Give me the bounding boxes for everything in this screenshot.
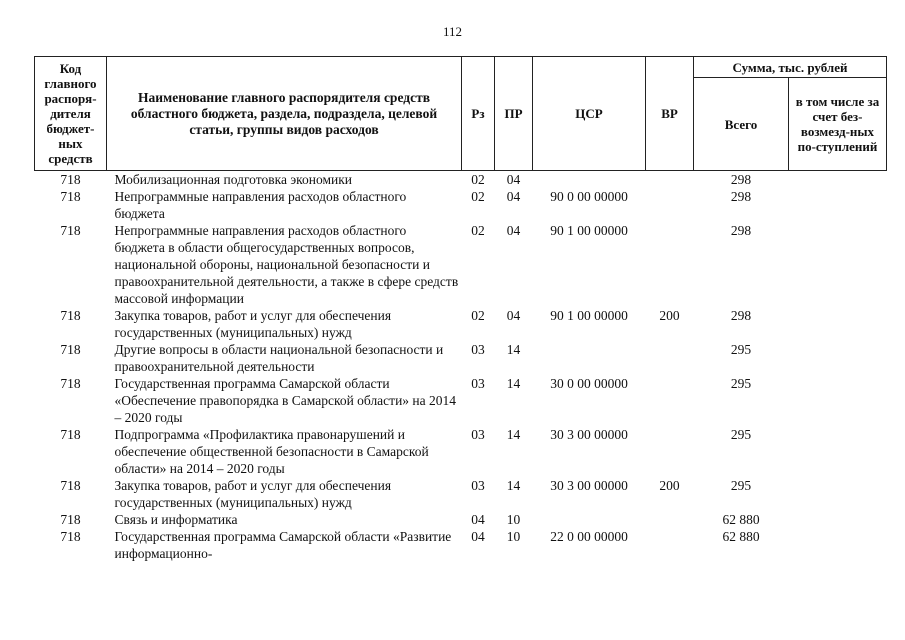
cell-name: Государственная программа Самарской области «Развитие информационно- (114, 529, 452, 561)
cell-code: 718 (60, 427, 81, 442)
cell-csr: 90 1 00 00000 (550, 308, 628, 323)
cell-gratis (789, 188, 887, 222)
cell-gratis (789, 222, 887, 307)
cell-gratis (789, 375, 887, 426)
cell-name: Другие вопросы в области национальной безопасности и правоохранительной деятельности (114, 342, 444, 374)
table-header (35, 57, 887, 171)
table-row (35, 426, 887, 477)
table-row (35, 307, 887, 341)
cell-csr (533, 341, 646, 375)
cell-vr: 200 (659, 478, 680, 493)
cell-vr (646, 528, 694, 562)
header-code: Код главного распоря-дителя бюджет-ных средств (35, 57, 107, 171)
cell-total: 298 (730, 172, 752, 187)
header-total: Всего (694, 78, 789, 171)
table-row (35, 511, 887, 528)
cell-name: Непрограммные направления расходов областного бюджета в области общегосударственных вопросов, национальной обороны, национальной безопасности и правоохранительной деятельности, а также в сфере средств массовой информации (114, 223, 459, 306)
header-pr: ПР (495, 57, 533, 171)
cell-pr: 04 (506, 172, 521, 187)
cell-name: Мобилизационная подготовка экономики (114, 172, 353, 187)
cell-vr (646, 375, 694, 426)
cell-rz: 03 (471, 427, 485, 442)
header-csr: ЦСР (533, 57, 646, 171)
cell-rz: 03 (471, 376, 485, 391)
cell-rz: 02 (471, 189, 485, 204)
cell-pr: 10 (506, 512, 521, 527)
cell-pr: 10 (506, 529, 521, 544)
cell-total: 295 (730, 427, 752, 442)
table-row (35, 188, 887, 222)
page-number: 112 (442, 24, 463, 39)
cell-code: 718 (60, 512, 81, 527)
table-row (35, 477, 887, 511)
cell-rz: 02 (471, 308, 485, 323)
cell-code: 718 (60, 223, 81, 238)
cell-csr: 30 3 00 00000 (550, 427, 628, 442)
cell-csr: 30 0 00 00000 (550, 376, 628, 391)
cell-rz: 03 (471, 342, 485, 357)
cell-code: 718 (60, 172, 81, 187)
cell-name: Государственная программа Самарской области «Обеспечение правопорядка в Самарской области» на 2014 – 2020 годы (114, 376, 457, 425)
cell-pr: 14 (506, 376, 521, 391)
header-rz: Рз (462, 57, 495, 171)
table-row (35, 375, 887, 426)
header-sum: Сумма, тыс. рублей (694, 57, 887, 78)
cell-code: 718 (60, 308, 81, 323)
cell-pr: 14 (506, 478, 521, 493)
table-row (35, 171, 887, 189)
header-vr: ВР (646, 57, 694, 171)
header-gratis: в том числе за счет без-возмезд-ных по-ступлений (789, 78, 887, 171)
cell-code: 718 (60, 342, 81, 357)
cell-name: Закупка товаров, работ и услуг для обеспечения государственных (муниципальных) нужд (114, 478, 392, 510)
cell-pr: 04 (506, 223, 521, 238)
cell-pr: 14 (506, 342, 521, 357)
cell-vr (646, 222, 694, 307)
table-row (35, 222, 887, 307)
cell-csr: 30 3 00 00000 (550, 478, 628, 493)
cell-vr (646, 188, 694, 222)
cell-pr: 04 (506, 189, 521, 204)
table-row (35, 341, 887, 375)
budget-table (34, 56, 887, 562)
cell-total: 62 880 (722, 529, 760, 544)
table-body (35, 171, 887, 563)
table-row (35, 528, 887, 562)
cell-name: Связь и информатика (114, 512, 238, 527)
cell-gratis (789, 511, 887, 528)
cell-code: 718 (60, 376, 81, 391)
cell-code: 718 (60, 478, 81, 493)
cell-gratis (789, 307, 887, 341)
cell-total: 298 (730, 308, 752, 323)
cell-csr (533, 171, 646, 189)
cell-gratis (789, 528, 887, 562)
cell-pr: 04 (506, 308, 521, 323)
cell-vr (646, 341, 694, 375)
cell-vr (646, 426, 694, 477)
cell-name: Непрограммные направления расходов областного бюджета (114, 189, 407, 221)
header-name: Наименование главного распорядителя средств областного бюджета, раздела, подраздела, целевой статьи, группы видов расходов (107, 57, 462, 171)
cell-rz: 03 (471, 478, 485, 493)
cell-rz: 02 (471, 223, 485, 238)
cell-rz: 04 (471, 512, 485, 527)
cell-total: 298 (730, 223, 752, 238)
cell-csr: 90 1 00 00000 (550, 223, 628, 238)
cell-total: 295 (730, 376, 752, 391)
cell-vr: 200 (659, 308, 680, 323)
cell-vr (646, 171, 694, 189)
cell-vr (646, 511, 694, 528)
cell-rz: 02 (471, 172, 485, 187)
cell-code: 718 (60, 529, 81, 544)
cell-gratis (789, 426, 887, 477)
cell-code: 718 (60, 189, 81, 204)
cell-pr: 14 (506, 427, 521, 442)
cell-gratis (789, 341, 887, 375)
cell-csr: 90 0 00 00000 (550, 189, 628, 204)
cell-total: 295 (730, 478, 752, 493)
cell-rz: 04 (471, 529, 485, 544)
cell-csr (533, 511, 646, 528)
cell-gratis (789, 477, 887, 511)
cell-total: 298 (730, 189, 752, 204)
cell-gratis (789, 171, 887, 189)
cell-total: 62 880 (722, 512, 760, 527)
cell-name: Закупка товаров, работ и услуг для обеспечения государственных (муниципальных) нужд (114, 308, 392, 340)
cell-csr: 22 0 00 00000 (550, 529, 628, 544)
cell-total: 295 (730, 342, 752, 357)
cell-name: Подпрограмма «Профилактика правонарушений и обеспечение общественной безопасности в Самарской области» на 2014 – 2020 годы (114, 427, 429, 476)
